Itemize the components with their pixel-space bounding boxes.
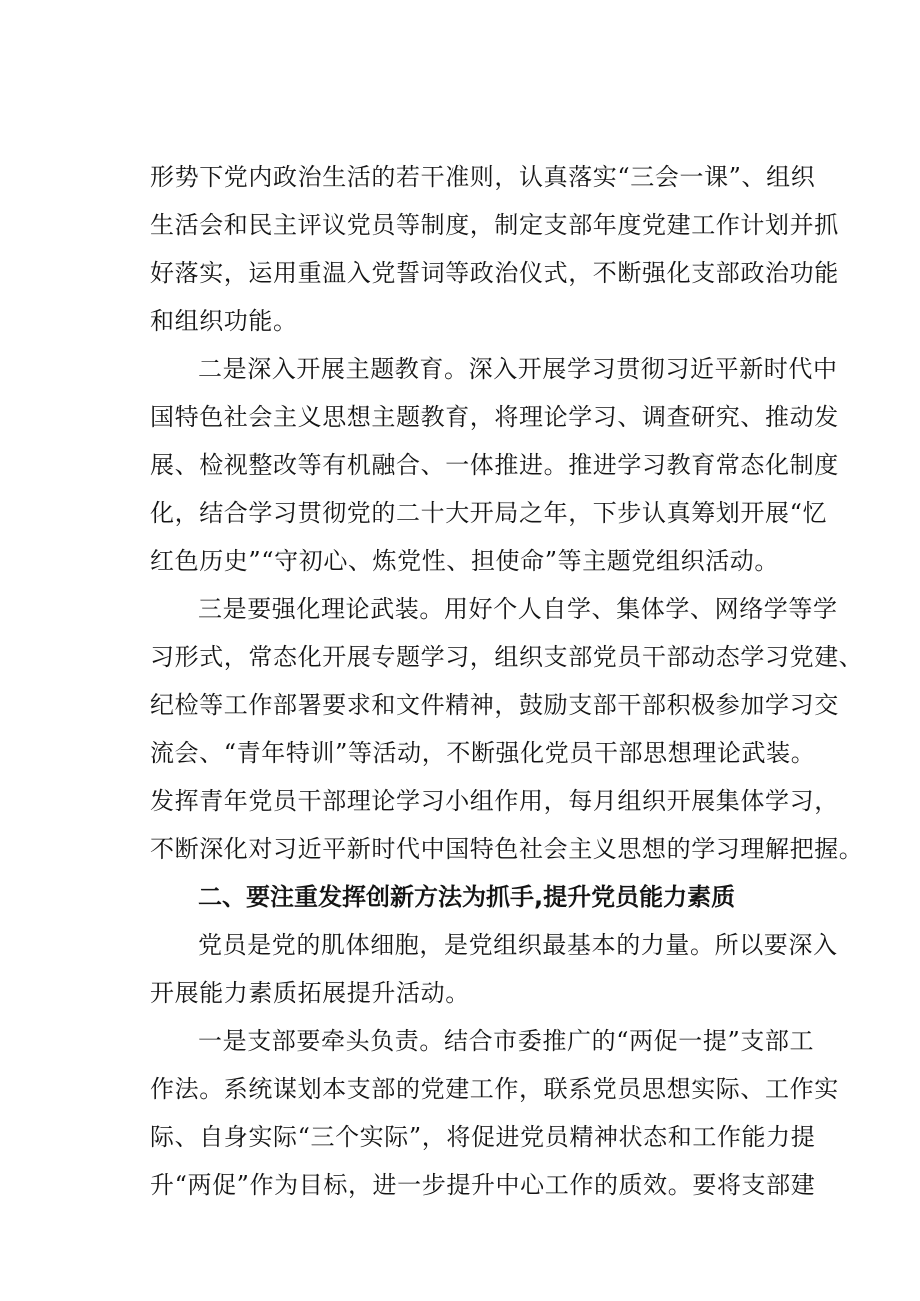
paragraph-line: 纪检等工作部署要求和文件精神，鼓励支部干部积极参加学习交 xyxy=(150,691,839,719)
paragraph-line: 党员是党的肌体细胞，是党组织最基本的力量。所以要深入 xyxy=(198,931,838,959)
paragraph-line: 三是要强化理论武装。用好个人自学、集体学、网络学等学 xyxy=(198,595,838,623)
paragraph-line: 一是支部要牵头负责。结合市委推广的“两促一提”支部工 xyxy=(198,1027,815,1055)
paragraph-line: 发挥青年党员干部理论学习小组作用，每月组织开展集体学习， xyxy=(150,787,839,815)
paragraph-line: 好落实，运用重温入党誓词等政治仪式，不断强化支部政治功能 xyxy=(150,259,839,287)
paragraph-line: 作法。系统谋划本支部的党建工作，联系党员思想实际、工作实 xyxy=(150,1075,839,1103)
paragraph-line: 红色历史”“守初心、炼党性、担使命”等主题党组织活动。 xyxy=(150,547,780,575)
paragraph-line: 和组织功能。 xyxy=(150,307,298,335)
paragraph-line: 际、自身实际“三个实际”，将促进党员精神状态和工作能力提 xyxy=(150,1123,816,1151)
paragraph-line: 习形式，常态化开展专题学习，组织支部党员干部动态学习党建、 xyxy=(150,643,864,671)
paragraph-line: 国特色社会主义思想主题教育，将理论学习、调查研究、推动发 xyxy=(150,403,839,431)
paragraph-line: 展、检视整改等有机融合、一体推进。推进学习教育常态化制度 xyxy=(150,451,839,479)
paragraph-line: 形势下党内政治生活的若干准则，认真落实“三会一课”、组织 xyxy=(150,163,816,191)
paragraph-line: 流会、“青年特训”等活动，不断强化党员干部思想理论武装。 xyxy=(150,739,816,767)
paragraph-line: 不断深化对习近平新时代中国特色社会主义思想的学习理解把握。 xyxy=(150,835,864,863)
paragraph-line: 开展能力素质拓展提升活动。 xyxy=(150,979,470,1007)
paragraph-line: 生活会和民主评议党员等制度，制定支部年度党建工作计划并抓 xyxy=(150,211,839,239)
paragraph-line: 二是深入开展主题教育。深入开展学习贯彻习近平新时代中 xyxy=(198,355,838,383)
section-heading: 二、要注重发挥创新方法为抓手,提升党员能力素质 xyxy=(198,883,736,911)
paragraph-line: 升“两促”作为目标，进一步提升中心工作的质效。要将支部建 xyxy=(150,1171,816,1199)
paragraph-line: 化，结合学习贯彻党的二十大开局之年，下步认真筹划开展“忆 xyxy=(150,499,828,527)
